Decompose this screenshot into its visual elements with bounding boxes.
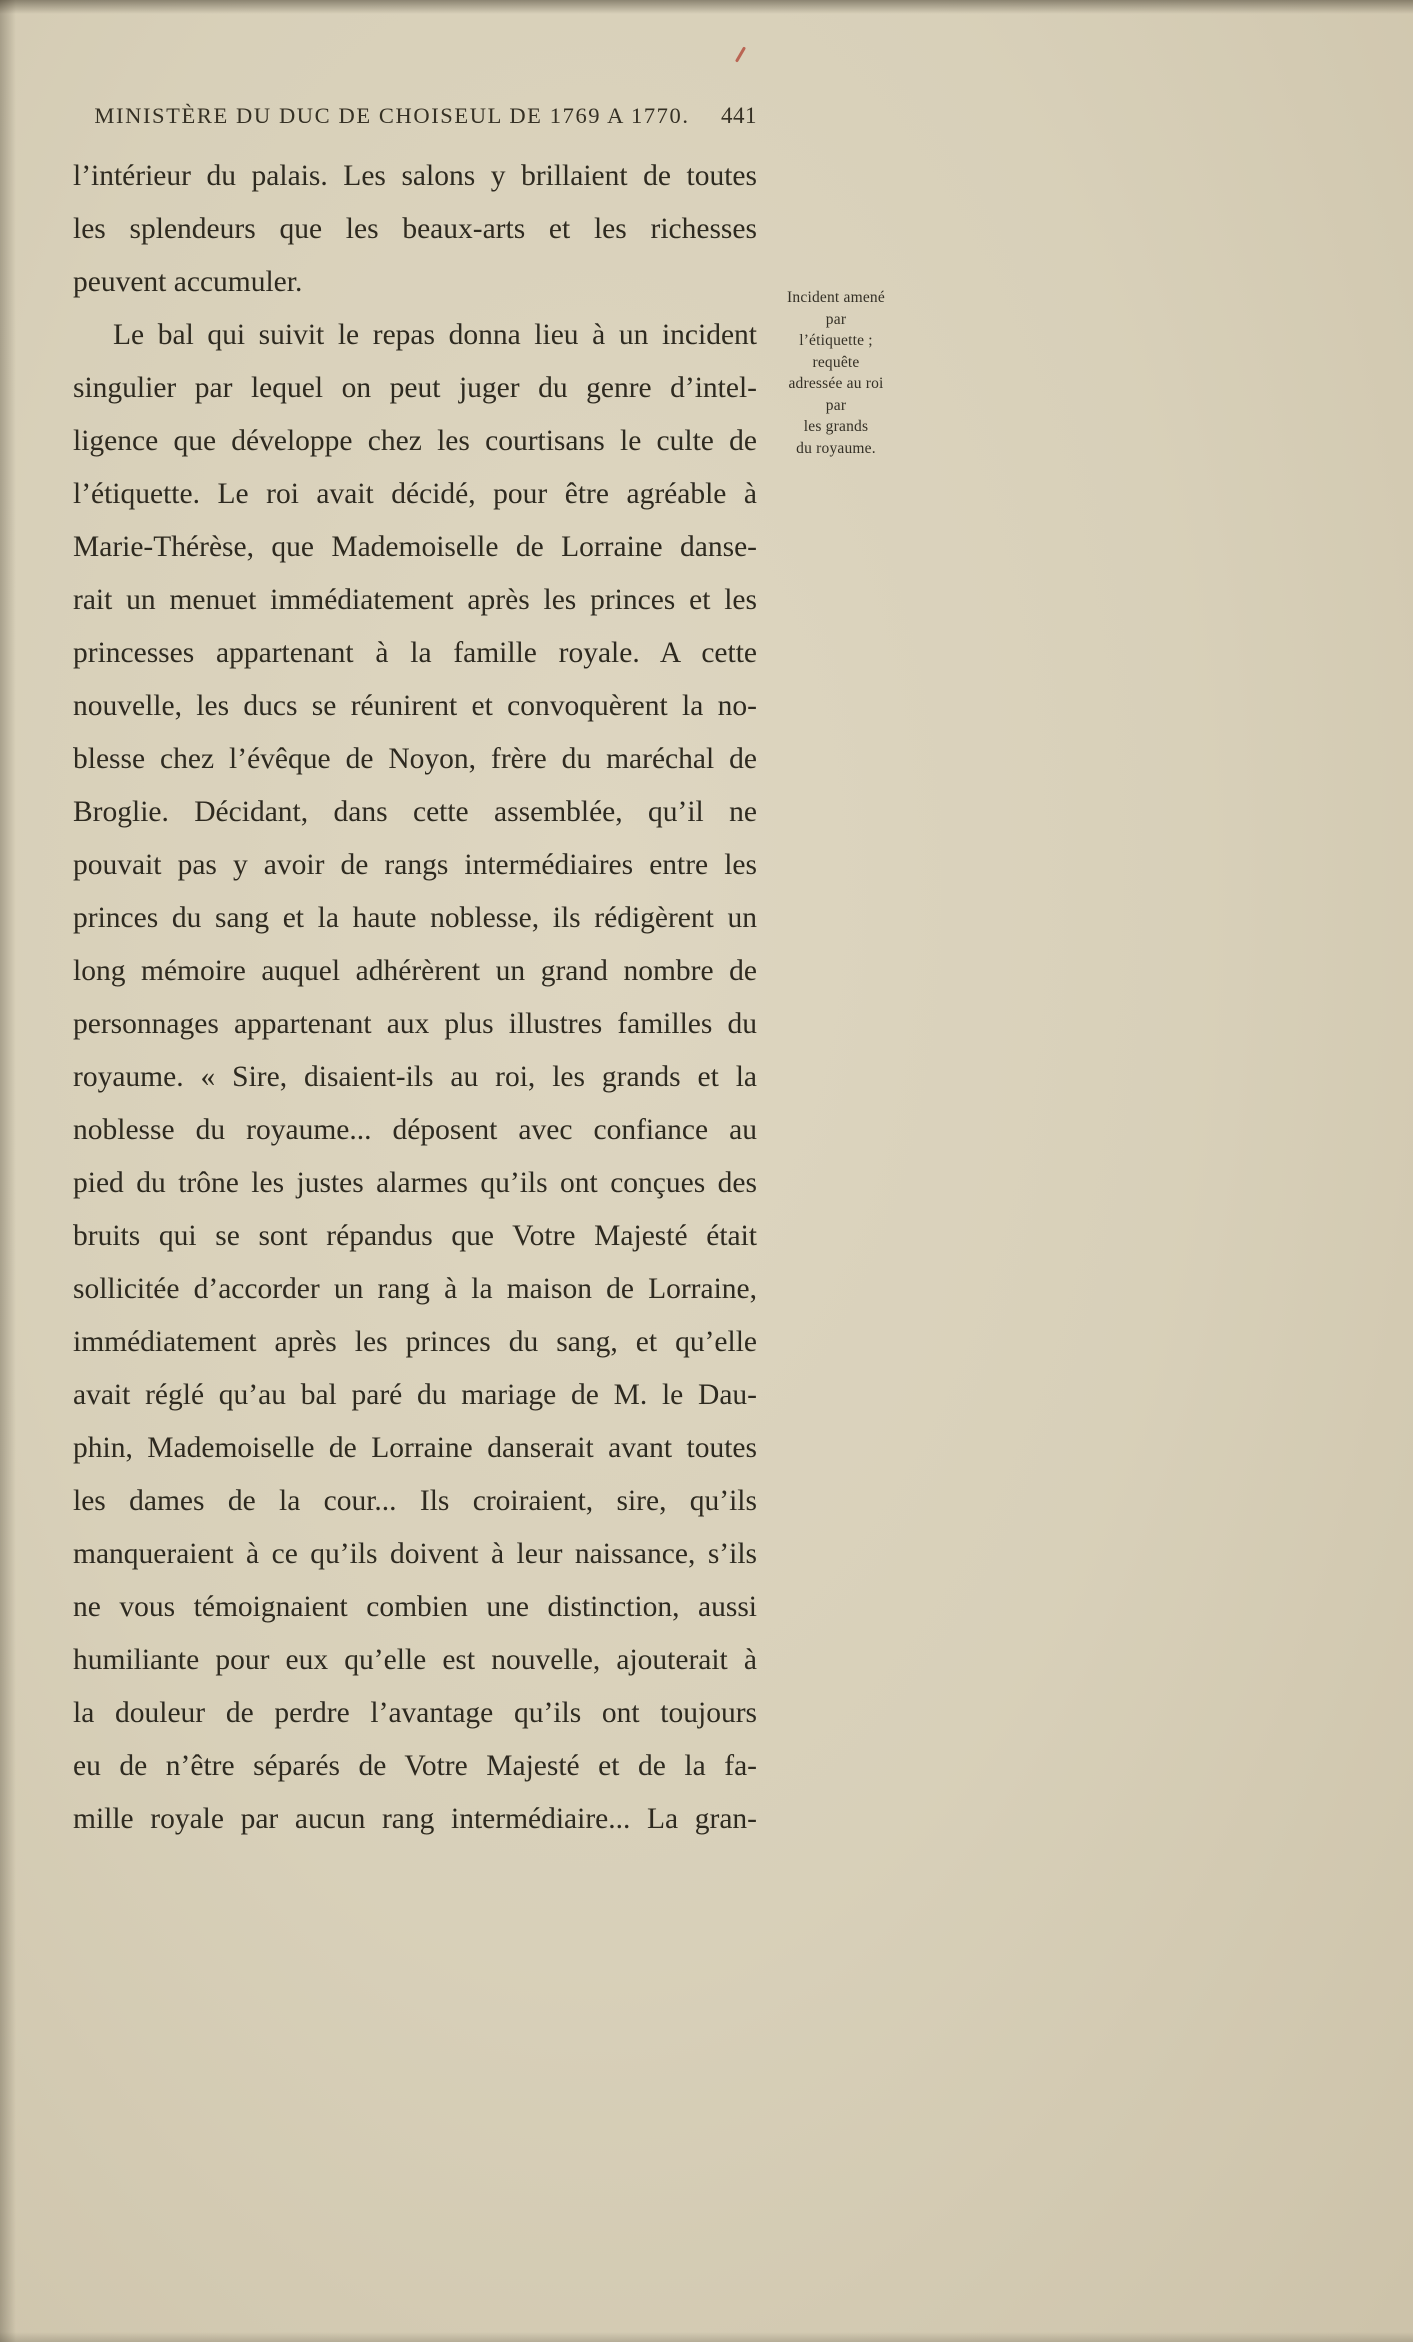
margin-note (763, 287, 909, 459)
text-line: rait un menuet immédiatement après les princes et les (73, 584, 757, 616)
text-line: pouvait pas y avoir de rangs intermédiaires entre les (73, 849, 757, 881)
text-line: peuvent accumuler. (73, 266, 303, 298)
margin-note-line: les grands (803, 418, 869, 435)
text-line: singulier par lequel on peut juger du genre d’intel- (73, 372, 757, 404)
text-line: la douleur de perdre l’avantage qu’ils ont toujours (73, 1697, 757, 1729)
text-line: blesse chez l’évêque de Noyon, frère du maréchal de (73, 743, 757, 775)
text-block (73, 150, 757, 1846)
text-line: l’intérieur du palais. Les salons y brillaient de toutes (73, 160, 757, 192)
margin-note-line: adressée au roi (788, 375, 884, 392)
text-line: Broglie. Décidant, dans cette assemblée, qu’il ne (73, 796, 757, 828)
text-line: les splendeurs que les beaux-arts et les richesses (73, 213, 757, 245)
text-line: mille royale par aucun rang intermédiaire... La gran- (73, 1803, 757, 1835)
scan-edge-shadow-left (0, 0, 16, 2342)
scan-edge-shadow-bottom (0, 2332, 1413, 2342)
margin-note-line: l’étiquette ; (799, 332, 873, 349)
text-line: bruits qui se sont répandus que Votre Majesté était (73, 1220, 757, 1252)
text-line: avait réglé qu’au bal paré du mariage de M. le Dau- (73, 1379, 757, 1411)
text-line: humiliante pour eux qu’elle est nouvelle, ajouterait à (73, 1644, 757, 1676)
text-line: sollicitée d’accorder un rang à la maison de Lorraine, (73, 1273, 757, 1305)
text-line: Le bal qui suivit le repas donna lieu à un incident (113, 319, 757, 351)
text-line: ne vous témoignaient combien une distinction, aussi (73, 1591, 757, 1623)
text-line: Marie-Thérèse, que Mademoiselle de Lorraine danse- (73, 531, 757, 563)
text-line: personnages appartenant aux plus illustres familles du (73, 1008, 757, 1040)
text-line: nouvelle, les ducs se réunirent et convoquèrent la no- (73, 690, 757, 722)
paragraph (73, 309, 757, 1846)
scan-artifact-red-mark (735, 46, 746, 62)
text-line: ligence que développe chez les courtisans le culte de (73, 425, 757, 457)
page-number: 441 (721, 103, 757, 128)
running-header (73, 103, 757, 129)
running-header-title: MINISTÈRE DU DUC DE CHOISEUL DE 1769 A 1770. (94, 103, 690, 128)
text-line: pied du trône les justes alarmes qu’ils ont conçues des (73, 1167, 757, 1199)
text-line: princesses appartenant à la famille royale. A cette (73, 637, 757, 669)
text-line: phin, Mademoiselle de Lorraine danserait avant toutes (73, 1432, 757, 1464)
text-line: immédiatement après les princes du sang, et qu’elle (73, 1326, 757, 1358)
text-line: noblesse du royaume... déposent avec confiance au (73, 1114, 757, 1146)
text-line: princes du sang et la haute noblesse, ils rédigèrent un (73, 902, 757, 934)
margin-note-line: par (825, 396, 847, 414)
text-line: l’étiquette. Le roi avait décidé, pour être agréable à (73, 478, 757, 510)
margin-note-line: par (825, 310, 847, 328)
scan-edge-shadow-top (0, 0, 1413, 14)
text-line: royaume. « Sire, disaient-ils au roi, les grands et la (73, 1061, 757, 1093)
margin-note-line: du royaume. (796, 439, 876, 457)
margin-note-line: Incident amené (787, 289, 885, 306)
text-line: long mémoire auquel adhérèrent un grand nombre de (73, 955, 757, 987)
text-line: eu de n’être séparés de Votre Majesté et de la fa- (73, 1750, 757, 1782)
text-line: les dames de la cour... Ils croiraient, sire, qu’ils (73, 1485, 757, 1517)
margin-note-line: requête (812, 353, 860, 371)
text-line: manqueraient à ce qu’ils doivent à leur naissance, s’ils (73, 1538, 757, 1570)
paragraph (73, 150, 757, 309)
